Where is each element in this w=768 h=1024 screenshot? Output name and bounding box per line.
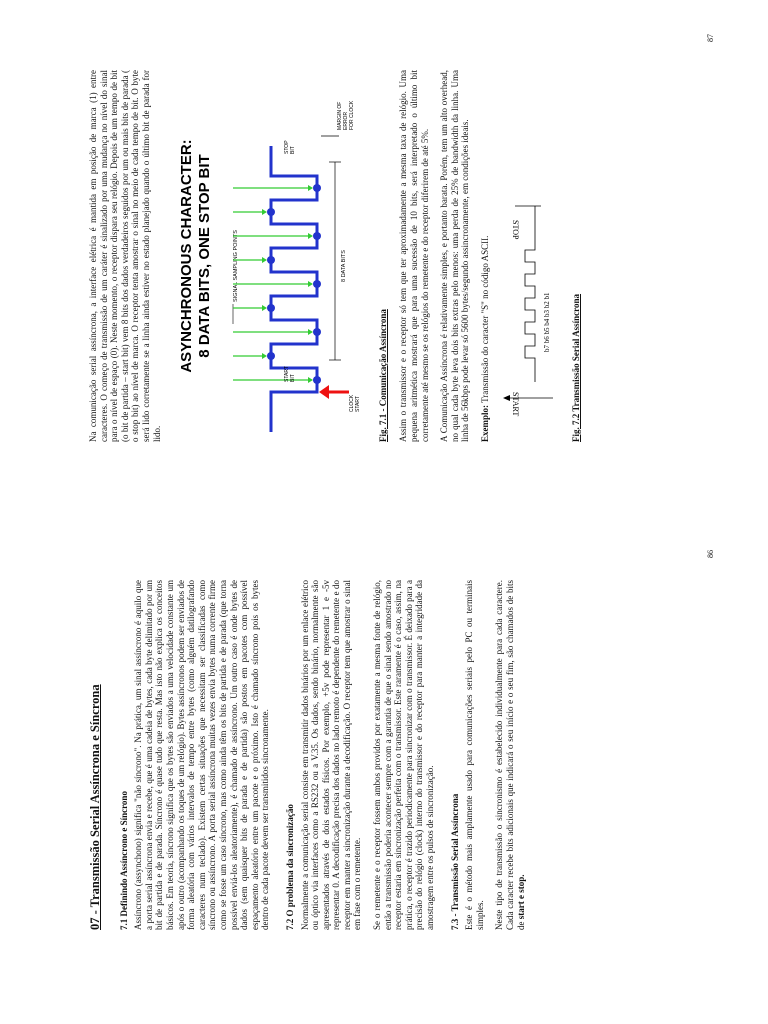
example-label: Exemplo: xyxy=(479,405,490,442)
ascii-s-transmission-diagram xyxy=(495,142,565,442)
page-number-87: 87 xyxy=(706,34,715,42)
clock-start-label-1: CLOCK xyxy=(349,394,356,412)
section-7-2-paragraph-1: Normalmente a comunicação serial consiste em transmitir dados binários por um enlace elétrico ou óptico via interfaces como a RS232 ou a V.35. Os dados, sendo binário, normalmente são apresentados através de dois estados físicos. Por exemplo, +5v pode representar 1 e -5v representar 0. A decodificação precisa dos dados no lado remoto é dependente do remetente e do receptor em manter a sincronização durante a decodificação. O receptor tem que amostrar o sinal em fase com o remetente. xyxy=(299,580,363,930)
chapter-title: 07 - Transmissão Serial Assíncrona e Síncrona xyxy=(88,684,102,930)
start-bit-label-2: BIT xyxy=(290,374,297,382)
fig2-bits-label: b7 b6 b5 b4 b3 b2 b1 xyxy=(542,292,551,352)
margin-label-1: MARGIN OF xyxy=(337,101,344,130)
start-stop-bold: start e stop. xyxy=(515,874,526,920)
sample-arrowhead-4 xyxy=(308,281,313,287)
fig2-arrow-up-icon xyxy=(503,395,510,401)
intro-paragraph: Na comunicação serial assíncrona, a interface elétrica é mantida em posição de marca (1) entre caracteres. O começo de transmissão de um caráter é sinalizado por uma mudança no nível do sinal para o nível de espaço (0). Neste momento, o receptor dispara seu relógio. Depois de um tempo de bit (o bit de partida – start bit) vem 8 bits dos dados verdadeiros seguidos por um ou mais bits de parada ( o stop bit) ao nível de marca. O receptor tenta amostrar o sinal no meio de cada tempo de bit. O byte será lido corretamente se a linha ainda estiver no estado planejado quando o último bit de parada for lido. xyxy=(88,70,162,442)
sample-point-1 xyxy=(267,352,275,360)
paragraph-overhead: A Comunicação Assíncrona é relativamente simples, e portanto barata. Porém, tem um alto overhead, no qual cada byte leva dois bits extras pelo menos: uma perda de 25% de bandwidth da linha. Uma linha de 56kbps pode levar só 5600 bytes/segundo assincronamente, em condições ideais. xyxy=(439,70,471,442)
sample-point-5 xyxy=(267,256,275,264)
start-bit-label-1: START xyxy=(284,366,291,382)
fig1-caption: Fig. 7.1 - Comunicação Assíncrona xyxy=(377,309,388,442)
async-character-diagram xyxy=(171,70,371,442)
fig2-caption: Fig. 7.2 Transmissão Serial Assíncrona xyxy=(571,293,582,442)
sample-point-4 xyxy=(313,280,321,288)
sample-arrowhead-5 xyxy=(262,257,267,263)
sample-point-0 xyxy=(313,376,321,384)
sampling-points-label: SIGNAL SAMPLING POINTS xyxy=(233,230,240,302)
sample-arrowhead-0 xyxy=(308,377,313,383)
stop-bit-label-1: STOP xyxy=(284,140,291,154)
paragraph-clock-rates: Assim o transmissor e o receptor só tem que ter aproximadamente a mesma taxa de relógio. Uma pequena aritmética mostrará que para uma sucessão de 10 bits, será interpretado o último bit corretamente até mesmo se os relógios do remetente e do receptor diferirem de até 5%. xyxy=(398,70,430,442)
sample-arrowhead-8 xyxy=(308,185,313,191)
clock-start-arrowhead-icon xyxy=(319,385,329,399)
sample-point-6 xyxy=(313,232,321,240)
sample-point-2 xyxy=(313,328,321,336)
example-line xyxy=(480,70,491,442)
data-bits-label: 8 DATA BITS xyxy=(341,250,348,282)
sample-point-7 xyxy=(267,208,275,216)
section-7-3-title: 7.3 - Transmissão Serial Assíncrona xyxy=(449,793,460,930)
page-86 xyxy=(0,512,768,1024)
example-text: Transmissão do caracter "S" no código ASCII. xyxy=(479,235,490,405)
section-7-1-title: 7.1 Definindo Assíncrono e Síncrono xyxy=(118,791,129,930)
sample-arrowhead-1 xyxy=(262,353,267,359)
sample-arrowhead-7 xyxy=(262,209,267,215)
section-7-3-paragraph-1: Este é o método mais amplamente usado para comunicações seriais pelo PC ou terminais simples. xyxy=(464,580,485,930)
fig1-title-line2: 8 DATA BITS, ONE STOP BIT xyxy=(196,154,214,358)
section-7-1-text: Assíncrono (assynchono) significa "não síncrono". Na prática, um sinal assíncrono é aquilo que a porta serial assíncrona envia e recebe, que é uma cadeia de bytes, cada byte delimitado por um bit de partida e de parada. Síncrono é quase tudo que resta. Mas isto não explica os conceitos básicos. Em teoria, síncrono significa que os bytes são enviados a uma velocidade constante um após o outro (acompanhando os toques de um relógio). Bytes assíncronos podem ser enviados de forma aleatória com vários intervalos de tempo entre bytes (como alguém datilografando caracteres num teclado). Existem certas situações que necessitam ser classificadas como síncrono ou assíncrono. A porta serial assíncrona muitas vezes envia bytes numa corrente firme como se fosse um caso síncrono, mas como ainda têm os bits de partida e de parada (que torna possível enviá-los aleatoriamente), é chamado de assíncrono. Um outro caso é onde bytes de dados (sem quaisquer bits de parada e de partida) são postos em pacotes com possível espaçamento aleatório entre um pacote e o próximo. Isto é chamado síncrono pois os bytes dentro de cada pacote devem ser transmitidos sincronamente. xyxy=(133,580,271,930)
section-7-3-paragraph-2-text: Neste tipo de transmissão o sincronismo é estabelecido individualmente para cada caractere. Cada caracter recebe bits adicionais que indicará o seu início e o seu fim, são chamados de bits de xyxy=(494,580,526,930)
fig1-title-line1: ASYNCHRONOUS CHARACTER: xyxy=(178,139,196,373)
section-7-3-paragraph-2 xyxy=(494,580,526,930)
right-page-text xyxy=(88,70,592,442)
section-7-2-paragraph-2: Se o remetente e o receptor fossem ambos providos por exatamente a mesma fonte de relógio, então a transmissão poderia acontecer sempre com a garantia de que o sinal sendo amostrado no receptor estaria em sincronização perfeita com o transmissor. Este raramente é o caso, assim, na prática, o receptor é trazido periodicamente para sincronizar com o transmissor. É deixado para a precisão do relógio (clock) interno do transmissor e do receptor para manter a integridade da amostragem entre os pulsos de sincronização. xyxy=(372,580,436,930)
fig2-start-label: START xyxy=(510,392,520,417)
fig1-marks xyxy=(233,136,349,432)
sample-arrowhead-2 xyxy=(308,329,313,335)
page-number-86: 86 xyxy=(706,550,715,558)
margin-label-2: ERROR xyxy=(343,111,350,130)
fig2-stop-label: STOP xyxy=(510,220,520,240)
fig2-waveform xyxy=(525,206,535,382)
sample-point-3 xyxy=(267,304,275,312)
sample-point-8 xyxy=(313,184,321,192)
stop-bit-label-2: BIT xyxy=(290,146,297,154)
left-page-text xyxy=(90,580,535,930)
sample-arrowhead-6 xyxy=(308,233,313,239)
sample-arrowhead-3 xyxy=(262,305,267,311)
section-7-2-title: 7.2 O problema da sincronização xyxy=(284,804,295,930)
margin-label-3: FOR CLOCK xyxy=(349,100,356,130)
clock-start-label-2: START xyxy=(355,396,362,412)
